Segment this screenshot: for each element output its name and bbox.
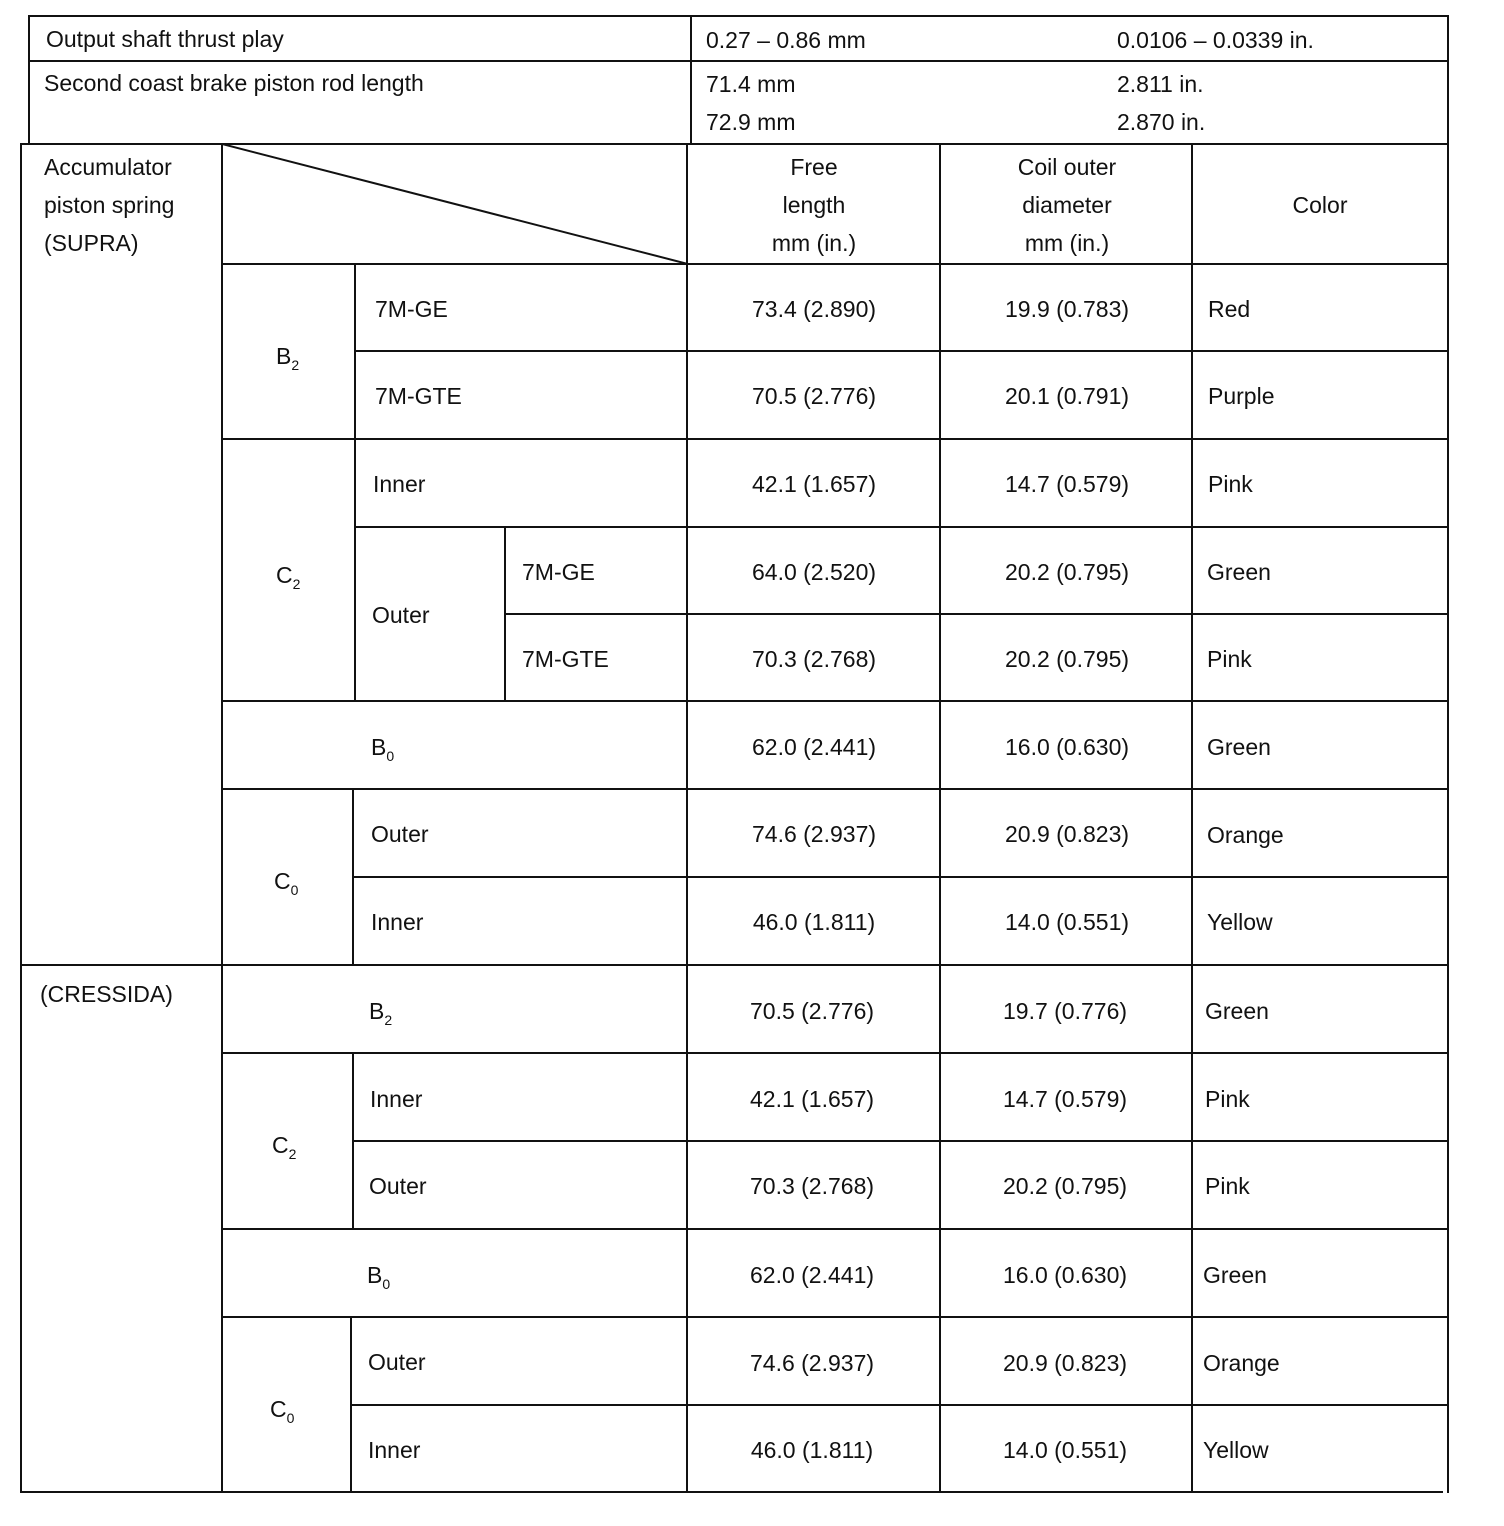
row-divider [354, 526, 1449, 528]
color-value: Green [1207, 559, 1271, 585]
coil-diameter-value: 20.2 (0.795) [1004, 646, 1130, 672]
border-left-lower [20, 143, 22, 1493]
piston-rod-in-1: 2.811 in. [1117, 71, 1204, 97]
supra-section-label [44, 148, 174, 262]
supra-engine-label: 7M-GE [522, 559, 595, 585]
row-divider [354, 350, 1449, 352]
coil-diameter-value: 14.7 (0.579) [1004, 471, 1130, 497]
coil-diameter-value: 16.0 (0.630) [1004, 734, 1130, 760]
supra-group-b0 [371, 728, 394, 766]
row-divider [221, 1228, 1449, 1230]
free-length-value: 62.0 (2.441) [749, 1262, 875, 1288]
supra-item-label: 7M-GTE [375, 383, 462, 409]
coil-diameter-value: 20.1 (0.791) [1004, 383, 1130, 409]
cressida-group-c0 [270, 1390, 294, 1428]
cressida-section-label: (CRESSIDA) [40, 981, 173, 1007]
color-value: Yellow [1203, 1437, 1269, 1463]
row-divider [352, 876, 1449, 878]
color-value: Orange [1207, 822, 1284, 848]
cressida-group-b0 [367, 1256, 390, 1294]
group-subscript: 0 [382, 1276, 391, 1292]
supra-label-line: Accumulator [44, 154, 172, 180]
header-line: Free [790, 154, 838, 180]
group-letter: B [371, 734, 387, 760]
row-divider [221, 1052, 1449, 1054]
free-length-value: 74.6 (2.937) [749, 1350, 875, 1376]
group-subscript: 2 [384, 1012, 393, 1028]
row-divider [221, 1316, 1449, 1318]
color-value: Yellow [1207, 909, 1273, 935]
free-length-value: 70.5 (2.776) [751, 383, 877, 409]
free-length-value: 62.0 (2.441) [751, 734, 877, 760]
group-letter: B [369, 998, 385, 1024]
cressida-item-label: Outer [369, 1173, 427, 1199]
coil-diameter-value: 16.0 (0.630) [1002, 1262, 1128, 1288]
header-line: diameter [1022, 192, 1112, 218]
group-subscript: 0 [286, 1410, 295, 1426]
free-length-value: 42.1 (1.657) [751, 471, 877, 497]
row-divider [350, 1404, 1449, 1406]
color-value: Green [1203, 1262, 1267, 1288]
group-subscript: 0 [386, 748, 395, 764]
header-line: Coil outer [1017, 154, 1117, 180]
cressida-item-label: Inner [370, 1086, 423, 1112]
supra-item-label: Inner [373, 471, 426, 497]
free-length-value: 64.0 (2.520) [751, 559, 877, 585]
free-length-value: 74.6 (2.937) [751, 821, 877, 847]
color-value: Pink [1205, 1086, 1250, 1112]
free-length-header [688, 148, 940, 262]
piston-rod-mm-2: 72.9 mm [706, 109, 796, 135]
group-subscript: 2 [292, 576, 301, 592]
piston-rod-in-2: 2.870 in. [1117, 109, 1206, 135]
supra-group-c0 [274, 862, 298, 900]
coil-diameter-value: 19.7 (0.776) [1002, 998, 1128, 1024]
group-letter: C [276, 562, 293, 588]
border-top [28, 15, 1449, 17]
coil-diameter-value: 20.2 (0.795) [1004, 559, 1130, 585]
cressida-item-label: Inner [368, 1437, 421, 1463]
thrust-play-mm: 0.27 – 0.86 mm [706, 27, 866, 53]
free-length-value: 46.0 (1.811) [750, 1437, 874, 1463]
row-divider [504, 613, 1449, 615]
coil-diameter-value: 20.9 (0.823) [1002, 1350, 1128, 1376]
group-subscript: 0 [290, 882, 299, 898]
supra-label-line: piston spring [44, 192, 175, 218]
col-divider [221, 143, 223, 1493]
header-line: mm (in.) [1024, 230, 1110, 256]
coil-diameter-value: 14.0 (0.551) [1004, 909, 1130, 935]
group-letter: B [276, 343, 292, 369]
supra-item-label: Inner [371, 909, 424, 935]
color-value: Orange [1203, 1350, 1280, 1376]
supra-label-line: (SUPRA) [44, 230, 139, 256]
thrust-play-label: Output shaft thrust play [46, 26, 284, 52]
group-letter: C [270, 1396, 287, 1422]
piston-rod-label: Second coast brake piston rod length [44, 70, 424, 96]
color-value: Pink [1205, 1173, 1250, 1199]
row-divider [221, 788, 1449, 790]
supra-item-label: Outer [372, 602, 430, 628]
col-divider [690, 15, 692, 145]
group-letter: C [274, 868, 291, 894]
thrust-play-in: 0.0106 – 0.0339 in. [1117, 27, 1314, 53]
free-length-value: 70.5 (2.776) [749, 998, 875, 1024]
border-left [28, 15, 30, 145]
coil-diameter-value: 20.9 (0.823) [1004, 821, 1130, 847]
free-length-value: 46.0 (1.811) [752, 909, 876, 935]
supra-engine-label: 7M-GTE [522, 646, 609, 672]
color-value: Red [1208, 296, 1251, 322]
group-letter: B [367, 1262, 383, 1288]
piston-rod-mm-1: 71.4 mm [706, 71, 796, 97]
color-value: Green [1207, 734, 1271, 760]
row-divider [352, 1140, 1449, 1142]
row-divider [221, 438, 1449, 440]
coil-diameter-header [941, 148, 1193, 262]
header-line: mm (in.) [771, 230, 857, 256]
header-diagonal-line [222, 144, 688, 265]
header-line: length [782, 192, 846, 218]
group-subscript: 2 [291, 357, 300, 373]
col-divider [354, 263, 356, 701]
supra-item-label: Outer [371, 821, 429, 847]
coil-diameter-value: 14.7 (0.579) [1002, 1086, 1128, 1112]
coil-diameter-value: 14.0 (0.551) [1002, 1437, 1128, 1463]
border-right [1447, 15, 1449, 1493]
row-divider [20, 964, 1449, 966]
cressida-group-c2 [272, 1126, 296, 1164]
color-value: Pink [1208, 471, 1253, 497]
supra-group-c2 [276, 556, 300, 594]
free-length-value: 42.1 (1.657) [749, 1086, 875, 1112]
supra-group-b2 [276, 337, 299, 375]
color-header: Color [1292, 192, 1348, 218]
color-value: Purple [1208, 383, 1275, 409]
cressida-group-b2 [369, 992, 392, 1030]
supra-item-label: 7M-GE [375, 296, 448, 322]
free-length-value: 70.3 (2.768) [751, 646, 877, 672]
color-value: Pink [1207, 646, 1252, 672]
row-divider [221, 700, 1449, 702]
coil-diameter-value: 19.9 (0.783) [1004, 296, 1130, 322]
color-value: Green [1205, 998, 1269, 1024]
group-letter: C [272, 1132, 289, 1158]
free-length-value: 70.3 (2.768) [749, 1173, 875, 1199]
coil-diameter-value: 20.2 (0.795) [1002, 1173, 1128, 1199]
cressida-item-label: Outer [368, 1349, 426, 1375]
row-divider [28, 60, 1449, 62]
group-subscript: 2 [288, 1146, 297, 1162]
border-bottom [20, 1491, 1443, 1493]
free-length-value: 73.4 (2.890) [751, 296, 877, 322]
